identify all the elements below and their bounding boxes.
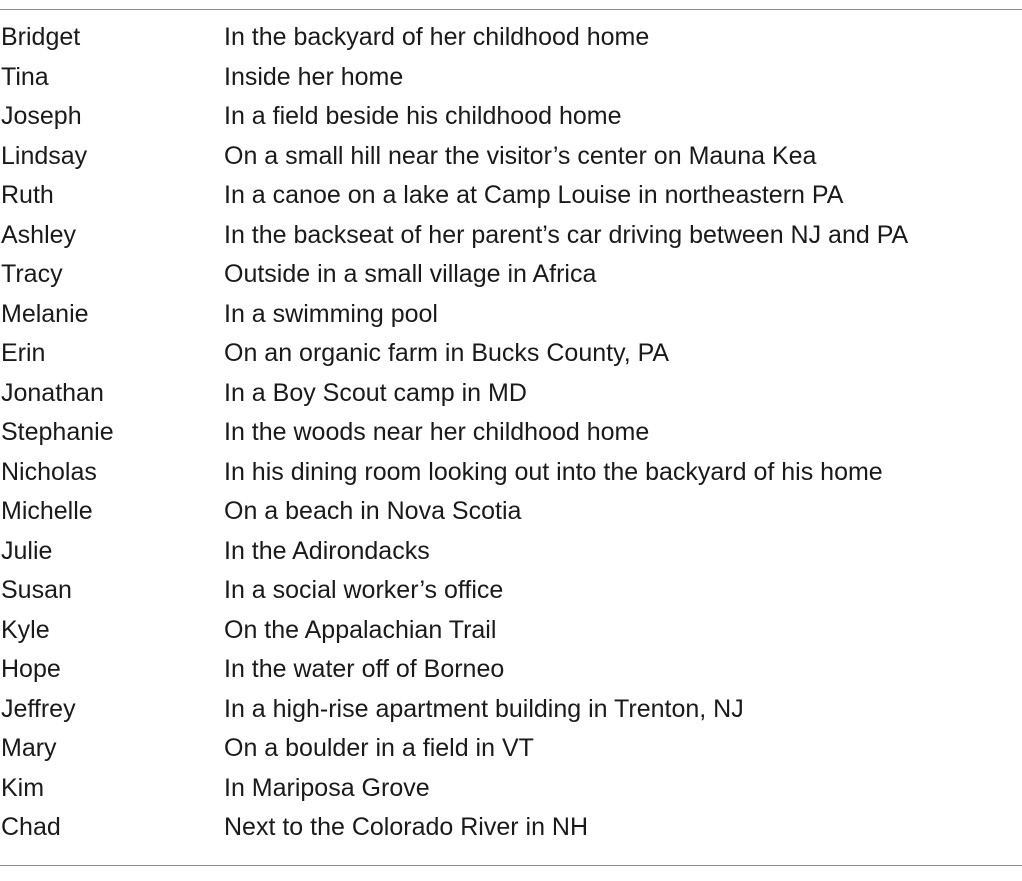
participant-name: Hope (1, 655, 61, 683)
participant-name: Jeffrey (1, 694, 76, 723)
participant-name: Mary (1, 734, 57, 762)
participant-name: Stephanie (1, 418, 114, 446)
table-row (0, 611, 1022, 651)
table-row (0, 769, 1022, 809)
participant-location: In the water off of Borneo (224, 655, 505, 683)
participant-name: Kim (1, 773, 45, 802)
participant-name: Chad (1, 813, 61, 841)
table-top-rule (0, 9, 1022, 10)
table-row (0, 453, 1022, 493)
table-row (0, 255, 1022, 295)
participant-location: Outside in a small village in Africa (224, 260, 597, 288)
participant-name: Joseph (1, 102, 82, 130)
participant-location: In the backyard of her childhood home (224, 23, 650, 51)
participant-name: Ashley (1, 220, 77, 249)
table-row (0, 374, 1022, 414)
participant-name: Julie (1, 536, 53, 565)
participant-location: In Mariposa Grove (224, 773, 430, 802)
participant-location: In a social worker’s office (224, 576, 504, 604)
participant-name: Tina (1, 62, 49, 91)
table-row (0, 532, 1022, 572)
table-row (0, 295, 1022, 335)
participant-location: On a small hill near the visitor’s center on Mauna Kea (224, 141, 817, 170)
participant-location: In the woods near her childhood home (224, 418, 650, 446)
participant-location: Next to the Colorado River in NH (224, 813, 589, 841)
table-row (0, 729, 1022, 769)
table-row (0, 650, 1022, 690)
participant-name: Kyle (1, 615, 50, 644)
participant-location: In a Boy Scout camp in MD (224, 378, 527, 407)
participant-location: In the Adirondacks (224, 536, 430, 565)
participant-name: Lindsay (1, 141, 88, 170)
table-row (0, 18, 1022, 58)
participant-name: Jonathan (1, 378, 104, 407)
table-row (0, 571, 1022, 611)
table-row (0, 97, 1022, 137)
participant-name: Bridget (1, 23, 81, 51)
participant-location: In a field beside his childhood home (224, 102, 622, 130)
table-row (0, 334, 1022, 374)
table-row (0, 137, 1022, 177)
participant-name: Tracy (1, 260, 63, 288)
participant-location: On a boulder in a field in VT (224, 734, 534, 762)
participant-location: In a canoe on a lake at Camp Louise in northeastern PA (224, 181, 844, 209)
table-row (0, 492, 1022, 532)
participant-location-table (0, 18, 1022, 848)
participant-location: In a high-rise apartment building in Trenton, NJ (224, 694, 744, 723)
participant-name: Susan (1, 576, 72, 604)
participant-location: On an organic farm in Bucks County, PA (224, 339, 670, 367)
participant-location: On the Appalachian Trail (224, 615, 497, 644)
participant-name: Erin (1, 339, 46, 367)
participant-name: Nicholas (1, 457, 97, 486)
participant-location: In the backseat of her parent’s car driving between NJ and PA (224, 220, 909, 249)
participant-name: Ruth (1, 181, 54, 209)
table-row (0, 216, 1022, 256)
participant-name: Michelle (1, 497, 93, 525)
table-bottom-rule (0, 865, 1022, 866)
table-row (0, 413, 1022, 453)
table-row (0, 808, 1022, 848)
table-row (0, 176, 1022, 216)
table-row (0, 690, 1022, 730)
participant-location: On a beach in Nova Scotia (224, 497, 522, 525)
table-row (0, 58, 1022, 98)
participant-location: In his dining room looking out into the backyard of his home (224, 457, 883, 486)
participant-location: In a swimming pool (224, 299, 438, 328)
participant-location: Inside her home (224, 62, 404, 91)
participant-name: Melanie (1, 299, 89, 328)
